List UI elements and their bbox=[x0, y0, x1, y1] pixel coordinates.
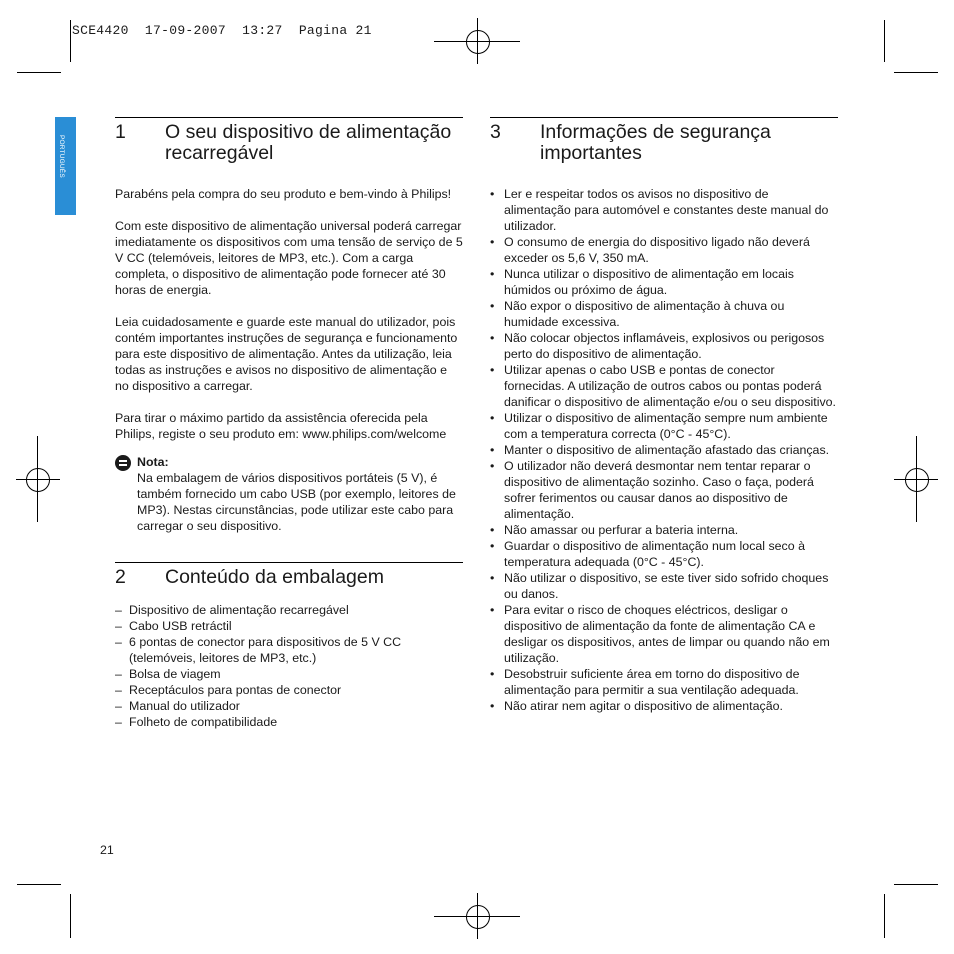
section-title: Conteúdo da embalagem bbox=[165, 566, 384, 588]
language-tab bbox=[55, 117, 76, 215]
list-item: • Utilizar o dispositivo de alimentação sempre num ambiente com a temperatura correcta (0°C - 45°C). bbox=[490, 410, 838, 442]
paragraph: Parabéns pela compra do seu produto e bem-vindo à Philips! bbox=[115, 187, 452, 201]
section-number: 3 bbox=[490, 121, 501, 143]
list-item: • Não utilizar o dispositivo, se este tiver sido sofrido choques ou danos. bbox=[490, 570, 838, 602]
list-item: • Não amassar ou perfurar a bateria interna. bbox=[490, 522, 838, 538]
crop-mark bbox=[894, 884, 938, 885]
list-item: – Folheto de compatibilidade bbox=[115, 714, 463, 730]
section-number: 2 bbox=[115, 566, 126, 588]
crop-mark bbox=[884, 894, 885, 938]
package-contents-list bbox=[115, 602, 463, 730]
list-item: – Receptáculos para pontas de conector bbox=[115, 682, 463, 698]
note-text: Na embalagem de vários dispositivos portáteis (5 V), é também fornecido um cabo USB (por exemplo, leitores de MP3). Nestas circunstâncias, pode utilizar este cabo para carregar o seu dispositivo. bbox=[137, 471, 456, 533]
paragraph: Com este dispositivo de alimentação universal poderá carregar imediatamente os dispositivos com uma tensão de serviço de 5 V CC (telemóveis, leitores de MP3, etc.). Com a carga completa, o dispositivo de alimentação pode fornecer até 30 horas de energia. bbox=[115, 219, 463, 297]
section-title: O seu dispositivo de alimentação recarregável bbox=[165, 121, 452, 164]
registration-circle bbox=[905, 468, 929, 492]
note-box bbox=[115, 454, 463, 534]
list-item: • O utilizador não deverá desmontar nem tentar reparar o dispositivo de alimentação sozinho. Caso o faça, poderá sofrer ferimentos ou causar danos ao dispositivo de alimentação. bbox=[490, 458, 838, 522]
list-item: • Ler e respeitar todos os avisos no dispositivo de alimentação para automóvel e constantes deste manual do utilizador. bbox=[490, 186, 838, 234]
note-title: Nota: bbox=[137, 455, 169, 469]
list-item: – Manual do utilizador bbox=[115, 698, 463, 714]
safety-list bbox=[490, 186, 838, 714]
crop-mark bbox=[894, 72, 938, 73]
section-2-heading bbox=[115, 563, 463, 588]
crop-mark bbox=[70, 894, 71, 938]
section-number: 1 bbox=[115, 121, 126, 143]
right-column bbox=[490, 117, 838, 714]
list-item: • Manter o dispositivo de alimentação afastado das crianças. bbox=[490, 442, 838, 458]
registration-circle bbox=[466, 30, 490, 54]
crop-mark bbox=[884, 20, 885, 62]
crop-mark bbox=[17, 72, 61, 73]
section-title: Informações de segurança importantes bbox=[540, 121, 771, 164]
list-item: • Para evitar o risco de choques eléctricos, desligar o dispositivo de alimentação da fonte de alimentação CA e desligar os dispositivos, antes de limpar ou quando não em utilização. bbox=[490, 602, 838, 666]
left-column bbox=[115, 117, 463, 730]
print-slug: SCE4420 17-09-2007 13:27 Pagina 21 bbox=[72, 23, 372, 38]
note-icon bbox=[115, 455, 131, 471]
crop-mark bbox=[17, 884, 61, 885]
language-tab-label: PORTUGUÊS bbox=[58, 135, 65, 178]
list-item: • Não colocar objectos inflamáveis, explosivos ou perigosos perto do dispositivo de alimentação. bbox=[490, 330, 838, 362]
list-item: • O consumo de energia do dispositivo ligado não deverá exceder os 5,6 V, 350 mA. bbox=[490, 234, 838, 266]
list-item: – Bolsa de viagem bbox=[115, 666, 463, 682]
list-item: – 6 pontas de conector para dispositivos de 5 V CC (telemóveis, leitores de MP3, etc.) bbox=[115, 634, 463, 666]
registration-circle bbox=[466, 905, 490, 929]
list-item: – Cabo USB retráctil bbox=[115, 618, 463, 634]
paragraph: Para tirar o máximo partido da assistência oferecida pela Philips, registe o seu produto em: www.philips.com/welcome bbox=[115, 411, 447, 441]
section-1-heading bbox=[115, 118, 463, 164]
registration-circle bbox=[26, 468, 50, 492]
crop-mark bbox=[70, 20, 71, 62]
list-item: • Guardar o dispositivo de alimentação num local seco à temperatura adequada (0°C - 45°C). bbox=[490, 538, 838, 570]
list-item: • Nunca utilizar o dispositivo de alimentação em locais húmidos ou próximo de água. bbox=[490, 266, 838, 298]
page-number: 21 bbox=[100, 843, 114, 857]
paragraph: Leia cuidadosamente e guarde este manual do utilizador, pois contém importantes instruções de segurança e funcionamento para este dispositivo de alimentação. Antes da utilização, leia todas as instruções e avisos no dispositivo de alimentação e no dispositivo a carregar. bbox=[115, 315, 458, 393]
list-item: • Não expor o dispositivo de alimentação à chuva ou humidade excessiva. bbox=[490, 298, 838, 330]
list-item: • Utilizar apenas o cabo USB e pontas de conector fornecidas. A utilização de outros cabos ou pontas poderá danificar o dispositivo de alimentação e/ou o seu dispositivo. bbox=[490, 362, 838, 410]
list-item: – Dispositivo de alimentação recarregável bbox=[115, 602, 463, 618]
list-item: • Desobstruir suficiente área em torno do dispositivo de alimentação para permitir a sua ventilação adequada. bbox=[490, 666, 838, 698]
list-item: • Não atirar nem agitar o dispositivo de alimentação. bbox=[490, 698, 838, 714]
section-3-heading bbox=[490, 118, 838, 164]
